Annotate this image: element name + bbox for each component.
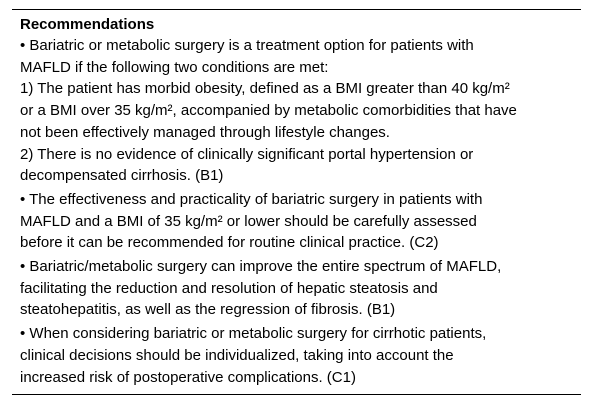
recommendation-line: not been effectively managed through lifestyle changes. xyxy=(20,123,390,141)
recommendation-line: MAFLD if the following two conditions are met: xyxy=(20,58,329,76)
recommendation-line: facilitating the reduction and resolution of hepatic steatosis and xyxy=(20,279,438,297)
recommendation-line: steatohepatitis, as well as the regression of fibrosis. (B1) xyxy=(20,301,396,319)
recommendation-4 xyxy=(20,323,581,388)
recommendation-3 xyxy=(20,256,581,321)
recommendation-2 xyxy=(20,189,581,254)
recommendation-line: or a BMI over 35 kg/m², accompanied by metabolic comorbidities that have xyxy=(20,102,517,120)
recommendation-line: 2) There is no evidence of clinically significant portal hypertension or xyxy=(20,145,474,163)
recommendation-line: • When considering bariatric or metabolic surgery for cirrhotic patients, xyxy=(20,325,487,343)
recommendation-line: increased risk of postoperative complications. (C1) xyxy=(20,368,356,386)
recommendation-line: MAFLD and a BMI of 35 kg/m² or lower should be carefully assessed xyxy=(20,212,477,230)
recommendation-line: • The effectiveness and practicality of bariatric surgery in patients with xyxy=(20,190,483,208)
recommendation-line: before it can be recommended for routine clinical practice. (C2) xyxy=(20,234,439,252)
recommendation-line: • Bariatric or metabolic surgery is a treatment option for patients with xyxy=(20,37,474,54)
recommendations-table xyxy=(12,9,581,395)
recommendation-line: • Bariatric/metabolic surgery can improve the entire spectrum of MAFLD, xyxy=(20,258,502,276)
table-title: Recommendations xyxy=(20,16,155,33)
recommendation-line: 1) The patient has morbid obesity, defined as a BMI greater than 40 kg/m² xyxy=(20,80,510,98)
recommendation-line: clinical decisions should be individualized, taking into account the xyxy=(20,346,454,364)
recommendation-1 xyxy=(20,35,581,187)
recommendation-line: decompensated cirrhosis. (B1) xyxy=(20,167,224,185)
